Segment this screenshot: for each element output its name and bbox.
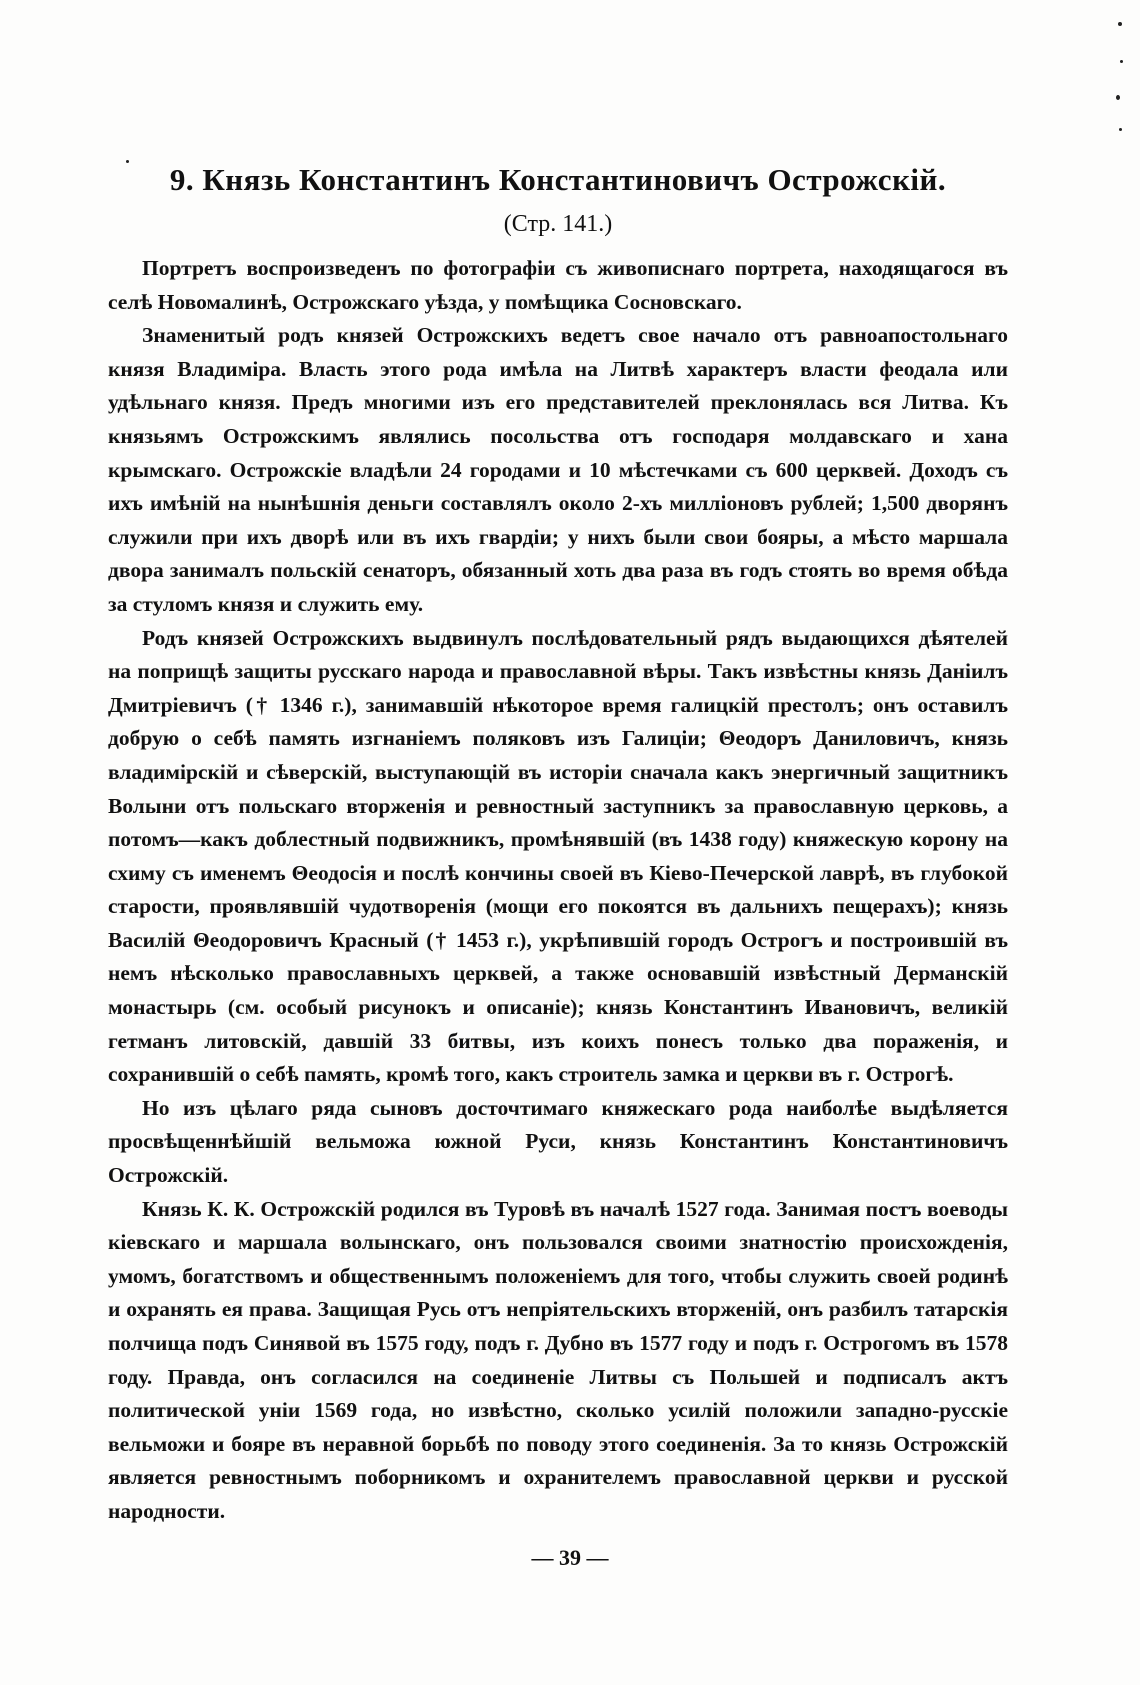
paragraph-portrait-source: Портретъ воспроизведенъ по фотографіи съ живописнаго портрета, находящагося въ селѣ Новомалинѣ, Острожскаго уѣзда, у помѣщика Сосновскаго. [108, 256, 1008, 314]
page-body [108, 160, 1008, 1529]
paragraph-biography: Князь К. К. Острожскій родился въ Туровѣ въ началѣ 1527 года. Занимая постъ воеводы кіевскаго и маршала волынскаго, онъ пользовался своими знатностію происхожденія, умомъ, богатствомъ и общественнымъ положеніемъ для того, чтобы служить своей родинѣ и охранять ея права. Защищая Русь отъ непріятельскихъ вторженій, онъ разбилъ татарскія полчища подъ Синявой въ 1575 году, подъ г. Дубно въ 1577 году и подъ г. Острогомъ въ 1578 году. Правда, онъ согласился на соединеніе Литвы съ Польшей и подписалъ актъ политической уніи 1569 года, но извѣстно, сколько усилій положили западно-русскіе вельможи и бояре въ неравной борьбѣ по поводу этого соединенія. За то князь Острожскій является ревностнымъ поборникомъ и охранителемъ православной церкви и русской народности. [108, 1196, 1008, 1523]
paragraph-family-origin: Знаменитый родъ князей Острожскихъ ведетъ свое начало отъ равноапостольнаго князя Владиміра. Власть этого рода имѣла на Литвѣ характеръ власти феодала или удѣльнаго князя. Предъ многими изъ его представителей преклонялась вся Литва. Къ князьямъ Острожскимъ являлись посольства отъ господаря молдавскаго и хана крымскаго. Острожскіе владѣли 24 городами и 10 мѣстечками съ 600 церквей. Доходъ съ ихъ имѣній на нынѣшнія деньги составлялъ около 2-хъ милліоновъ рублей; 1,500 дворянъ служили при ихъ дворѣ или въ ихъ гвардіи; у нихъ были свои бояры, а мѣсто маршала двора занималъ польскій сенаторъ, обязанный хоть два раза въ годъ стоять во время обѣда за стуломъ князя и служить ему. [108, 323, 1008, 616]
paragraph-enlightened-noble: Но изъ цѣлаго ряда сыновъ досточтимаго княжескаго рода наиболѣе выдѣляется просвѣщеннѣйшій вельможа южной Руси, князь Константинъ Константиновичъ Острожскій. [108, 1095, 1008, 1188]
scan-speck [1119, 128, 1122, 131]
scan-speck [1120, 60, 1123, 63]
page-reference: (Стр. 141.) [503, 211, 613, 237]
scan-speck [1118, 22, 1122, 26]
paragraph-notable-princes: Родъ князей Острожскихъ выдвинулъ послѣдовательный рядъ выдающихся дѣятелей на поприщѣ защиты русскаго народа и православной вѣры. Такъ извѣстны князь Даніилъ Дмитріевичъ († 1346 г.), занимавшій нѣкоторое время галицкій престолъ; онъ оставилъ добрую о себѣ память изгнаніемъ поляковъ изъ Галиціи; Θеодоръ Даниловичъ, князь владимірскій и сѣверскій, выступающій въ исторіи сначала какъ энергичный защитникъ Волыни отъ польскаго вторженія и ревностный заступникъ за православную церковь, а потомъ—какъ доблестный подвижникъ, промѣнявшій (въ 1438 году) княжескую корону на схиму съ именемъ Θеодосія и послѣ кончины своей въ Кіево-Печерской лаврѣ, въ глубокой старости, проявлявшій чудотворенія (мощи его покоятся въ дальнихъ пещерахъ); князь Василій Θеодоровичъ Красный († 1453 г.), укрѣпившій городъ Острогъ и построившій въ немъ нѣсколько православныхъ церквей, а также основавшій извѣстный Дерманскій монастырь (см. особый рисунокъ и описаніе); князь Константинъ Ивановичъ, великій гетманъ литовскій, давшій 33 битвы, изъ коихъ понесъ только два пораженія, и сохранившій о себѣ память, кромѣ того, какъ строитель замка и церкви въ г. Острогѣ. [108, 625, 1008, 1087]
scan-speck [1116, 95, 1120, 100]
article-title: 9. Князь Константинъ Константиновичъ Острожскій. [169, 162, 947, 197]
page-number: — 39 — [531, 1545, 609, 1570]
